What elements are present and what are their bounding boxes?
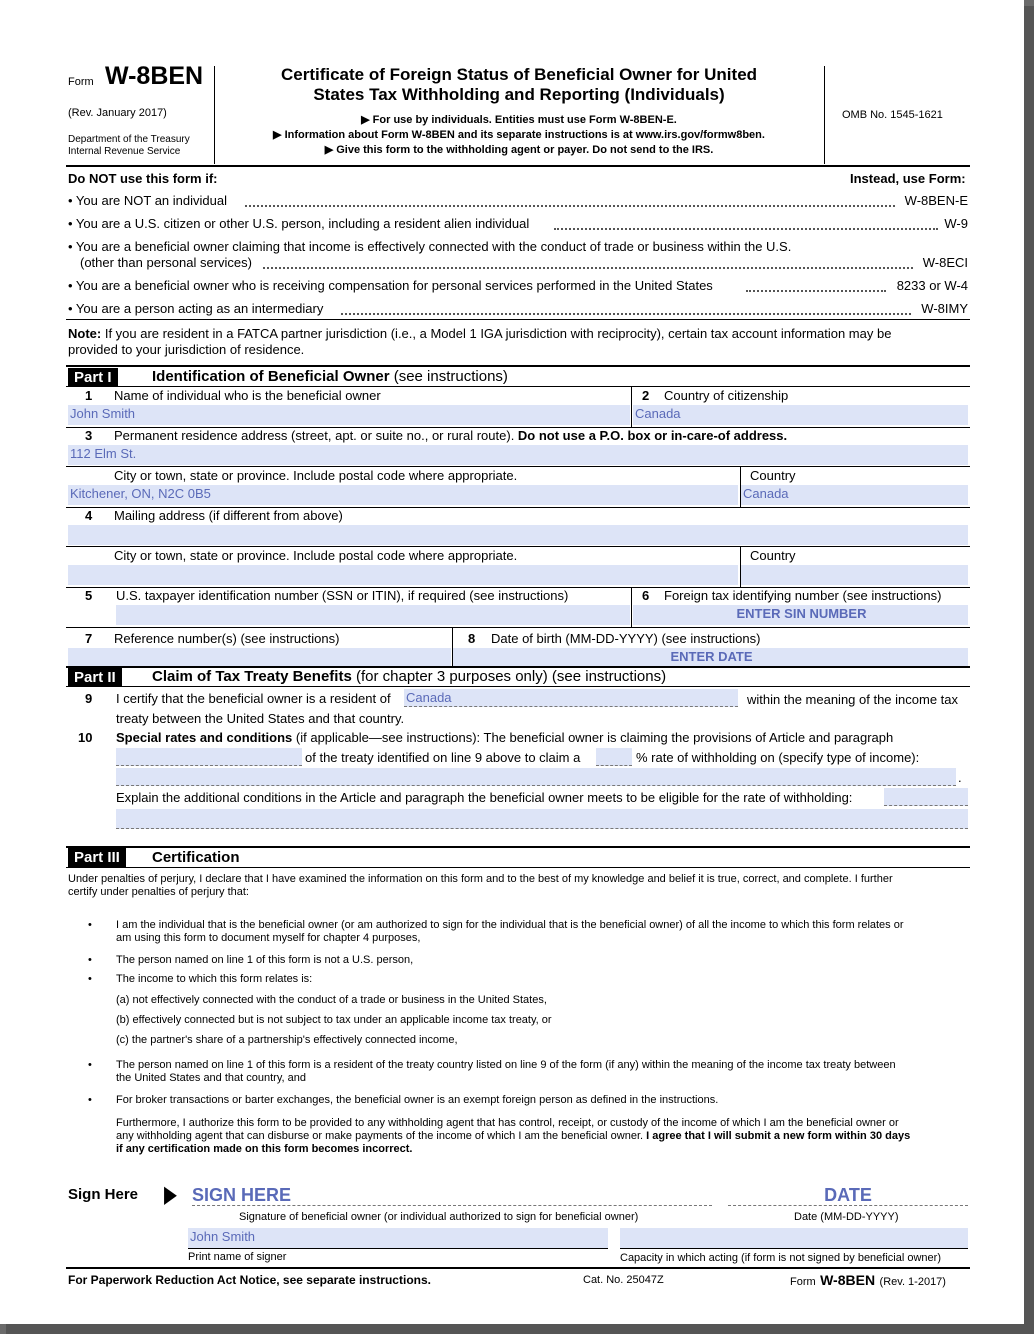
form-title-line1: Certificate of Foreign Status of Beneficial Owner for United [280,65,758,84]
city-label: City or town, state or province. Include postal code where appropriate. [114,548,518,563]
line3-label [114,428,787,444]
alternate-form: W-8ECI [922,255,968,270]
signature-date-field[interactable]: DATE [728,1185,968,1206]
instruction-2: ▶ Information about Form W-8BEN and its separate instructions is at www.irs.gov/formw8ben. [273,129,765,141]
explain-field-line2[interactable] [116,809,968,829]
certification-item: I am the individual that is the beneficial owner (or am authorized to sign for the individual that is the beneficial owner) of all the income to which this form relates or [116,919,904,931]
footer-form-prefix: Form [790,1276,816,1288]
citizenship-country-field[interactable]: Canada [633,405,968,425]
certification-intro-1: Under penalties of perjury, I declare that I have examined the information on this form and to the best of my knowledge and belief it is true, correct, and complete. I further [68,873,893,885]
us-tin-field[interactable] [116,605,630,625]
certification-item: the United States and that country, and [116,1072,306,1084]
line-number: 3 [85,428,93,443]
line6-label: Foreign tax identifying number (see instructions) [664,588,942,603]
line10-mid: of the treaty identified on line 9 above to claim a [305,750,581,765]
line5-label: U.S. taxpayer identification number (SSN or ITIN), if required (see instructions) [116,588,569,603]
part3-title: Certification [152,849,240,866]
sign-here-label: Sign Here [68,1186,139,1203]
header-bottom-rule [66,165,970,167]
form-title-line2: States Tax Withholding and Reporting (Individuals) [313,85,725,104]
leader-dots [746,290,886,292]
footer-rule [66,1267,970,1269]
line3-label-bold: Do not use a P.O. box or in-care-of address. [517,428,788,443]
bullet: • [88,973,92,985]
line9-continued: treaty between the United States and that country. [116,711,405,726]
bullet: • [88,954,92,966]
mailing-country-field[interactable] [741,565,968,585]
line4-label: Mailing address (if different from above) [114,508,343,523]
signature-caption: Signature of beneficial owner (or individual authorized to sign for beneficial owner) [239,1211,639,1223]
part1-title [152,367,508,386]
explain-field-line1[interactable] [884,788,968,806]
certification-item: The income to which this form relates is: [116,973,313,985]
residence-address-field[interactable]: 112 Elm St. [68,445,968,465]
part1-tag: Part I [68,368,118,387]
part2-title-text: Claim of Tax Treaty Benefits [152,668,352,685]
line10-text: (if applicable—see instructions): The beneficial owner is claiming the provisions of Article and paragraph [292,730,894,745]
condition-row: • You are a beneficial owner claiming that income is effectively connected with the conduct of trade or business within the U.S. [68,239,792,254]
condition-row: • You are a U.S. citizen or other U.S. person, including a resident alien individual [68,216,530,231]
divider [631,387,632,427]
part2-tag: Part II [68,668,122,687]
country-label: Country [750,468,796,483]
divider [66,867,970,868]
part2-title-suffix: (for chapter 3 purposes only) (see instructions) [351,668,667,685]
page-shadow-bottom [6,1324,1034,1334]
mailing-city-field[interactable] [68,565,738,585]
divider [66,686,970,687]
line-number: 7 [85,631,93,646]
treaty-country-field[interactable]: Canada [404,689,738,707]
foreign-tin-field[interactable]: ENTER SIN NUMBER [633,605,968,625]
condition-row: • You are a beneficial owner who is receiving compensation for personal services performed in the United States [68,278,713,293]
divider [66,627,970,628]
leader-dots [263,267,913,269]
form-instructions [216,113,822,158]
line9-label: I certify that the beneficial owner is a resident of [116,691,391,706]
instruction-3: ▶ Give this form to the withholding agent or payer. Do not send to the IRS. [324,144,714,156]
line-number: 8 [468,631,476,646]
line10-pct: % rate of withholding on (specify type of income): [636,750,920,765]
authorization-text-1: Furthermore, I authorize this form to be provided to any withholding agent that has control, receipt, or custody of the income of which I am the beneficial owner or [116,1117,899,1129]
instruction-1: ▶ For use by individuals. Entities must use Form W-8BEN-E. [361,114,677,126]
do-not-use-heading: Do NOT use this form if: [68,171,218,186]
catalog-number: Cat. No. 25047Z [583,1274,664,1286]
residence-city-field[interactable]: Kitchener, ON, N2C 0B5 [68,485,738,505]
divider [66,466,970,467]
fatca-note [68,326,968,358]
line3-label-text: Permanent residence address (street, apt. or suite no., or rural route). [114,428,518,443]
divider [66,546,970,547]
part1-title-suffix: (see instructions) [389,368,508,385]
certification-item: The person named on line 1 of this form is not a U.S. person, [116,954,414,966]
leader-dots [245,205,895,207]
form-name: W-8BEN [105,62,204,90]
authorization-text-2 [116,1130,910,1143]
authorization-text-3: if any certification made on this form becomes incorrect. [116,1143,413,1155]
capacity-field[interactable] [620,1228,968,1248]
note-text-continued: provided to your jurisdiction of residence. [68,342,305,357]
alternate-form: W-8BEN-E [904,193,968,208]
certification-item: For broker transactions or barter exchanges, the beneficial owner is an exempt foreign person as defined in the instructions. [116,1094,719,1106]
divider [620,1248,968,1249]
withholding-rate-field[interactable] [596,748,632,766]
line1-label: Name of individual who is the beneficial owner [114,388,381,403]
article-paragraph-field[interactable] [116,748,302,766]
part2-title [152,667,666,686]
footer-form-name: W-8BEN [820,1272,876,1288]
print-name-caption: Print name of signer [188,1251,287,1263]
reference-number-field[interactable] [68,648,451,666]
line9-after: within the meaning of the income tax [747,692,959,707]
condition-row: • You are a person acting as an intermediary [68,301,324,316]
residence-country-field[interactable]: Canada [741,485,968,505]
paperwork-notice: For Paperwork Reduction Act Notice, see separate instructions. [68,1273,431,1287]
line-number: 6 [642,588,650,603]
line10-bold: Special rates and conditions [116,730,293,745]
certification-item: The person named on line 1 of this form is a resident of the treaty country listed on line 9 of the form (if any) within the meaning of the income tax treaty between [116,1059,896,1071]
condition-row: • You are NOT an individual [68,193,227,208]
certification-item: am using this form to document myself for chapter 4 purposes, [116,932,421,944]
note-text: If you are resident in a FATCA partner jurisdiction (i.e., a Model 1 IGA jurisdiction with reciprocity), certain tax account information may be [101,326,892,341]
alternate-form: W-9 [944,216,968,231]
header-divider-left [214,66,215,164]
header-divider-right [824,66,825,164]
mailing-address-field[interactable] [68,525,968,545]
beneficial-owner-name-field[interactable]: John Smith [68,405,630,425]
certification-subitem: (b) effectively connected but is not subject to tax under an applicable income tax treaty, or [116,1014,552,1026]
bullet: • [88,1094,92,1106]
line-number: 1 [85,388,93,403]
certification-subitem: (a) not effectively connected with the conduct of a trade or business in the United States, [116,994,547,1006]
divider [66,319,970,320]
page-shadow-right [1024,6,1034,1334]
alternate-form: W-8IMY [921,301,968,316]
leader-dots [554,228,938,230]
authorization-text-2b: I agree that I will submit a new form within 30 days [646,1130,911,1142]
condition-row-continued: (other than personal services) [80,255,252,270]
line-number: 9 [85,691,93,706]
print-name-field[interactable]: John Smith [188,1228,608,1248]
certification-intro-2: certify under penalties of perjury that: [68,886,249,898]
bullet: • [88,919,92,931]
part1-title-text: Identification of Beneficial Owner [152,368,390,385]
line-number: 2 [642,388,650,403]
divider [631,587,632,627]
divider [66,386,970,387]
sign-arrow-icon: ▶ [164,1181,177,1208]
form-prefix: Form [68,76,94,88]
line10-label [116,730,893,746]
alternate-form: 8233 or W-4 [896,278,968,293]
line2-label: Country of citizenship [664,388,789,403]
department-line1: Department of the Treasury [68,134,190,145]
part3-tag: Part III [68,848,126,867]
authorization-text-2a: any withholding agent that can disburse or make payments of the income of which I am the beneficial owner. [116,1130,647,1142]
revision-date: (Rev. January 2017) [68,107,167,119]
department-line2: Internal Revenue Service [68,146,181,157]
line7-label: Reference number(s) (see instructions) [114,631,340,646]
line-number: 4 [85,508,93,523]
date-caption: Date (MM-DD-YYYY) [794,1211,899,1223]
capacity-caption: Capacity in which acting (if form is not signed by beneficial owner) [620,1252,941,1264]
income-type-field[interactable] [116,768,956,786]
signature-field[interactable]: SIGN HERE [192,1185,712,1206]
footer-revision: (Rev. 1-2017) [879,1276,946,1288]
date-of-birth-field[interactable]: ENTER DATE [453,648,968,666]
bullet: • [88,1059,92,1071]
omb-number: OMB No. 1545-1621 [842,109,943,121]
form-title [216,65,822,105]
explain-label: Explain the additional conditions in the Article and paragraph the beneficial owner meets to be eligible for the rate of withholding: [116,790,853,805]
line10-period: . [958,770,962,785]
instead-use-heading: Instead, use Form: [850,171,966,186]
line8-label: Date of birth (MM-DD-YYYY) (see instructions) [491,631,761,646]
certification-subitem: (c) the partner's share of a partnership's effectively connected income, [116,1034,458,1046]
country-label: Country [750,548,796,563]
leader-dots [341,313,911,315]
line-number: 10 [78,730,93,745]
city-label: City or town, state or province. Include postal code where appropriate. [114,468,518,483]
divider [188,1248,608,1249]
note-label: Note: [68,326,102,341]
footer-form-id [790,1272,946,1290]
line-number: 5 [85,588,93,603]
